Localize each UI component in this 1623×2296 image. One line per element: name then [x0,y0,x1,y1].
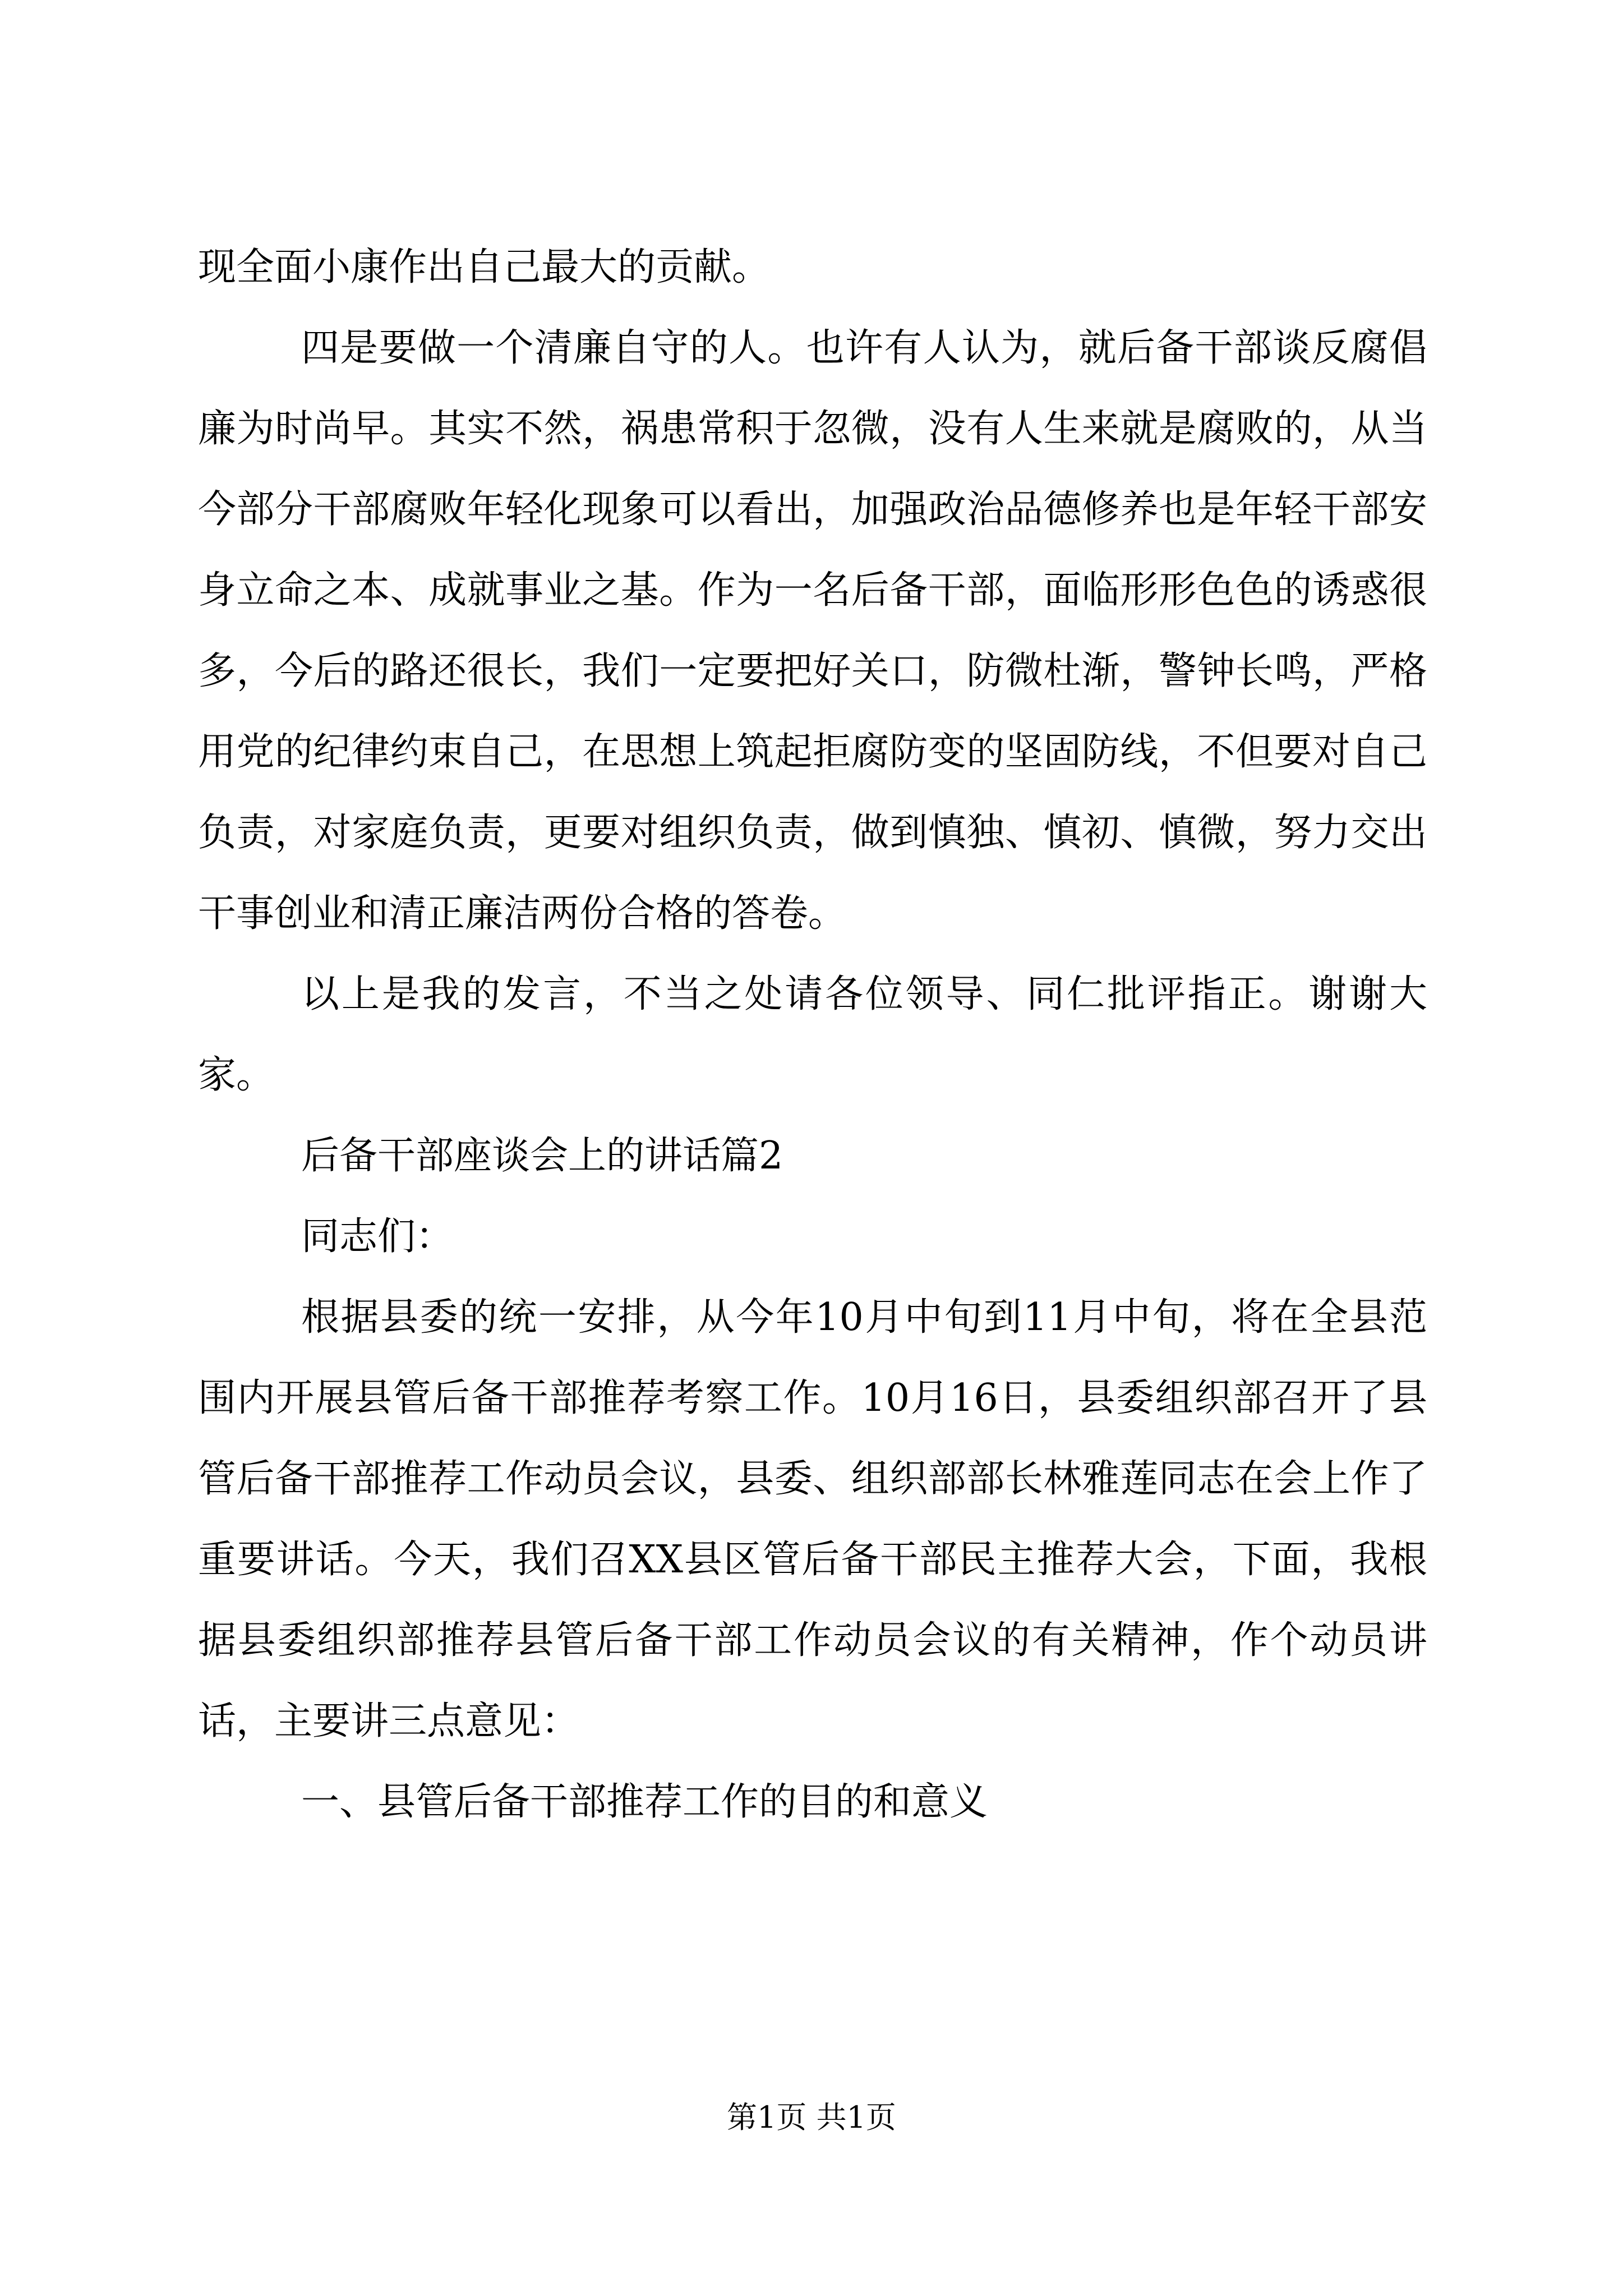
section-title: 后备干部座谈会上的讲话篇2 [301,1134,783,1178]
paragraph-closing-remarks: 以上是我的发言，不当之处请各位领导、同仁批评指正。谢谢大家。 [198,972,1427,1097]
subheading-purpose: 一、县管后备干部推荐工作的目的和意义 [301,1780,988,1824]
document-body [198,227,1427,1843]
page-footer: 第1页 共1页 [727,2100,896,2135]
salutation: 同志们： [301,1214,454,1259]
paragraph-point-four: 四是要做一个清廉自守的人。也许有人认为，就后备干部谈反腐倡廉为时尚早。其实不然，祸患常积于忽微，没有人生来就是腐败的，从当今部分干部腐败年轻化现象可以看出，加强政治品德修养也是年轻干部安身立命之本、成就事业之基。作为一名后备干部，面临形形色色的诱惑很多，今后的路还很长，我们一定要把好关口，防微杜渐，警钟长鸣，严格用党的纪律约束自己，在思想上筑起拒腐防变的坚固防线，不但要对自己负责，对家庭负责，更要对组织负责，做到慎独、慎初、慎微，努力交出干事创业和清正廉洁两份合格的答卷。 [198,326,1427,936]
paragraph-introduction: 根据县委的统一安排，从今年10月中旬到11月中旬，将在全县范围内开展县管后备干部推荐考察工作。10月16日，县委组织部召开了县管后备干部推荐工作动员会议，县委、组织部部长林雅莲同志在会上作了重要讲话。今天，我们召XX县区管后备干部民主推荐大会，下面，我根据县委组织部推荐县管后备干部工作动员会议的有关精神，作个动员讲话，主要讲三点意见： [198,1295,1427,1743]
paragraph-continuation: 现全面小康作出自己最大的贡献。 [198,245,771,289]
